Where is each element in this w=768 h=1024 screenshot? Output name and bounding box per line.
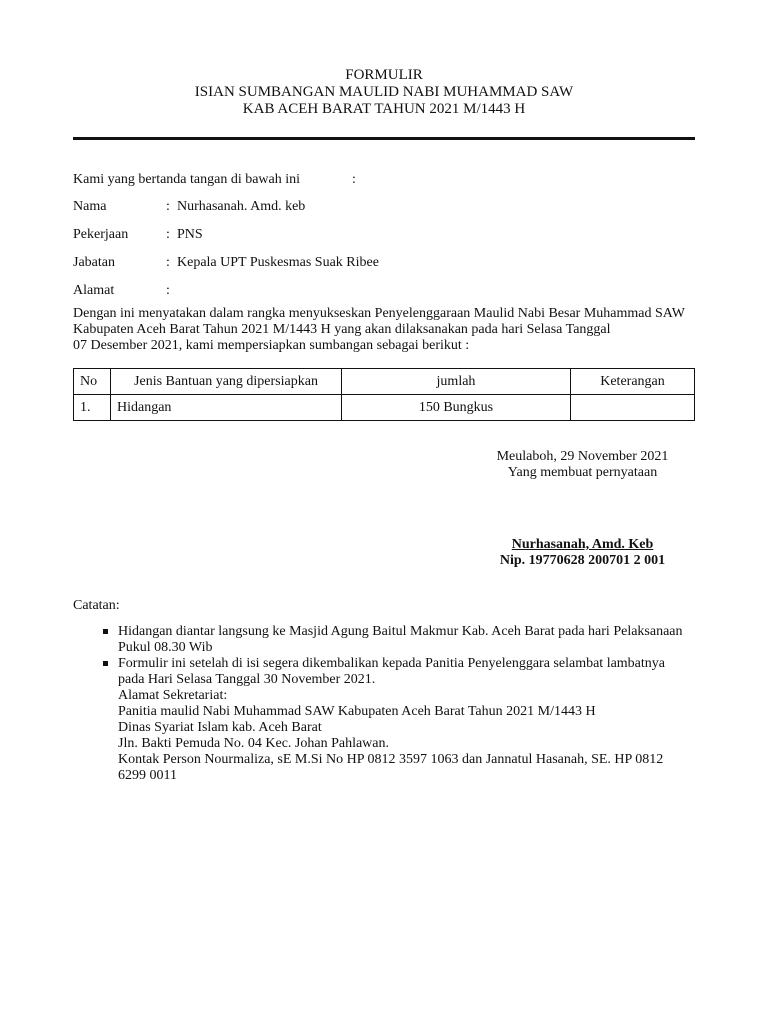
header-title: FORMULIR xyxy=(345,67,423,83)
note-line: pada Hari Selasa Tanggal 30 November 2021. xyxy=(118,672,376,687)
column-header-keterangan: Keterangan xyxy=(571,369,695,395)
note-line: Formulir ini setelah di isi segera dikembalikan kepada Panitia Penyelenggara selambat lambatnya xyxy=(118,656,665,671)
notes-list xyxy=(73,624,703,784)
statement-paragraph xyxy=(73,306,713,354)
field-colon: : xyxy=(166,199,170,214)
header-divider xyxy=(73,137,695,140)
statement-line: Kabupaten Aceh Barat Tahun 2021 M/1443 H yang akan dilaksanakan pada hari Selasa Tanggal xyxy=(73,322,611,337)
field-value: PNS xyxy=(177,227,203,242)
intro-text: Kami yang bertanda tangan di bawah ini xyxy=(73,172,301,187)
field-label: Jabatan xyxy=(73,255,115,270)
signature-place-date: Meulaboh, 29 November 2021 xyxy=(496,449,669,464)
list-item xyxy=(73,656,703,784)
note-line: 6299 0011 xyxy=(118,768,177,783)
statement-line: 07 Desember 2021, kami mempersiapkan sumbangan sebagai berikut : xyxy=(73,338,470,353)
signature-nip: Nip. 19770628 200701 2 001 xyxy=(499,553,666,568)
note-line: Jln. Bakti Pemuda No. 04 Kec. Johan Pahlawan. xyxy=(118,736,390,751)
notes-title: Catatan: xyxy=(73,598,120,613)
note-line: Hidangan diantar langsung ke Masjid Agung Baitul Makmur Kab. Aceh Barat pada hari Pelaksanaan xyxy=(118,624,683,639)
field-colon: : xyxy=(166,283,170,298)
note-line: Dinas Syariat Islam kab. Aceh Barat xyxy=(118,720,322,735)
square-bullet-icon xyxy=(103,661,108,666)
table-header-row xyxy=(74,369,695,395)
field-label: Pekerjaan xyxy=(73,227,129,242)
field-value: Nurhasanah. Amd. keb xyxy=(177,199,306,214)
donation-table xyxy=(73,368,695,421)
intro-colon: : xyxy=(352,172,356,187)
field-colon: : xyxy=(166,255,170,270)
cell-jenis: Hidangan xyxy=(111,395,342,421)
note-line: Kontak Person Nourmaliza, sE M.Si No HP 0812 3597 1063 dan Jannatul Hasanah, SE. HP 0812 xyxy=(118,752,664,767)
signature-role: Yang membuat pernyataan xyxy=(507,465,658,480)
list-item xyxy=(73,624,703,656)
form-header xyxy=(0,67,768,118)
header-subtitle: ISIAN SUMBANGAN MAULID NABI MUHAMMAD SAW xyxy=(194,84,574,100)
signature-name: Nurhasanah, Amd. Keb xyxy=(511,537,654,552)
note-line: Panitia maulid Nabi Muhammad SAW Kabupaten Aceh Barat Tahun 2021 M/1443 H xyxy=(118,704,596,719)
note-line: Pukul 08.30 Wib xyxy=(118,640,213,655)
column-header-no: No xyxy=(74,369,111,395)
field-colon: : xyxy=(166,227,170,242)
header-region-year: KAB ACEH BARAT TAHUN 2021 M/1443 H xyxy=(242,101,526,117)
table-row xyxy=(74,395,695,421)
field-value: Kepala UPT Puskesmas Suak Ribee xyxy=(177,255,379,270)
cell-keterangan xyxy=(571,395,695,421)
cell-no: 1. xyxy=(74,395,111,421)
cell-jumlah: 150 Bungkus xyxy=(342,395,571,421)
column-header-jumlah: jumlah xyxy=(342,369,571,395)
square-bullet-icon xyxy=(103,629,108,634)
statement-line: Dengan ini menyatakan dalam rangka menyukseskan Penyelenggaraan Maulid Nabi Besar Muhammad SAW xyxy=(73,306,685,321)
intro-line xyxy=(73,171,300,188)
note-line: Alamat Sekretariat: xyxy=(118,688,228,703)
column-header-jenis: Jenis Bantuan yang dipersiapkan xyxy=(111,369,342,395)
field-label: Nama xyxy=(73,199,107,214)
field-label: Alamat xyxy=(73,283,115,298)
